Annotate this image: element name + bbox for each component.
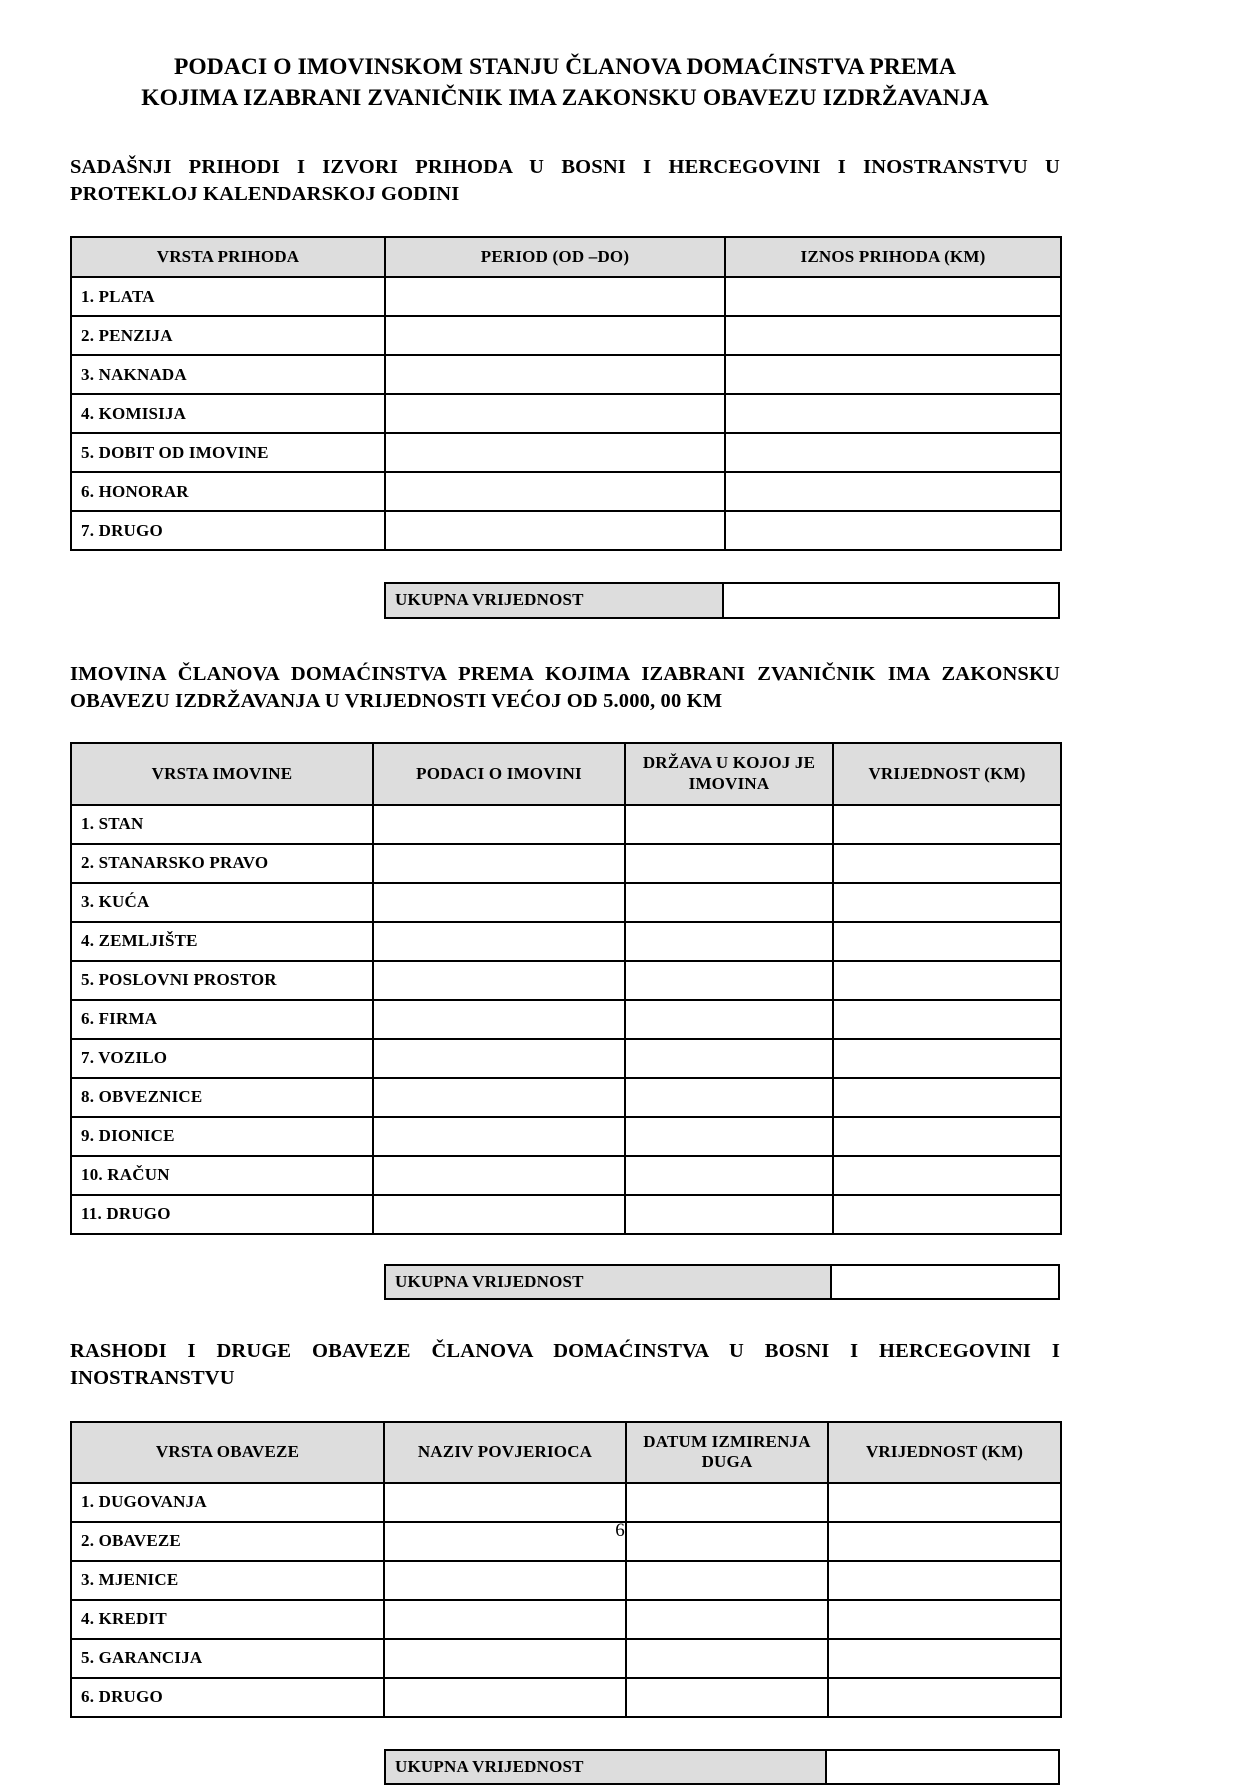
section-heading-property: IMOVINA ČLANOVA DOMAĆINSTVA PREMA KOJIMA IZABRANI ZVANIČNIK IMA ZAKONSKU OBAVEZU IZDRŽAVANJA U VRIJEDNOSTI VEĆOJ OD 5.000, 00 KM: [70, 662, 1060, 712]
table-row: [71, 1156, 1061, 1195]
input-cell-creditor[interactable]: [384, 1561, 626, 1600]
row-label: 2. PENZIJA: [71, 316, 385, 355]
row-label: 3. KUĆA: [71, 883, 373, 922]
input-cell-data[interactable]: [373, 961, 625, 1000]
input-cell-data[interactable]: [373, 1156, 625, 1195]
row-label: 3. MJENICE: [71, 1561, 384, 1600]
input-cell-data[interactable]: [373, 883, 625, 922]
total-value-input[interactable]: [832, 1264, 1060, 1300]
table-row: [71, 355, 1061, 394]
input-cell-data[interactable]: [373, 1117, 625, 1156]
column-header-property-data: PODACI O IMOVINI: [373, 743, 625, 804]
total-row-property: [384, 1264, 1060, 1300]
table-wrapper-liabilities: [70, 1421, 1060, 1718]
input-cell-country[interactable]: [625, 1156, 833, 1195]
table-row: [71, 1600, 1061, 1639]
input-cell-country[interactable]: [625, 1117, 833, 1156]
total-row-liabilities: [384, 1749, 1060, 1785]
table-header-row: [71, 743, 1061, 804]
table-wrapper-income: [70, 236, 1060, 552]
document-title: [70, 0, 1060, 114]
table-row: [71, 883, 1061, 922]
row-label: 1. STAN: [71, 805, 373, 844]
input-cell-value[interactable]: [828, 1483, 1061, 1522]
row-label: 1. PLATA: [71, 277, 385, 316]
table-row: [71, 1483, 1061, 1522]
input-cell-value[interactable]: [833, 1078, 1061, 1117]
total-label: UKUPNA VRIJEDNOST: [384, 582, 724, 618]
input-cell-country[interactable]: [625, 844, 833, 883]
column-header-obligation-type: VRSTA OBAVEZE: [71, 1422, 384, 1483]
input-cell-creditor[interactable]: [384, 1483, 626, 1522]
page-content: [70, 0, 1060, 1785]
row-label: 3. NAKNADA: [71, 355, 385, 394]
table-row: [71, 961, 1061, 1000]
document-title-line-1: PODACI O IMOVINSKOM STANJU ČLANOVA DOMAĆINSTVA PREMA: [173, 54, 957, 80]
input-cell-country[interactable]: [625, 1039, 833, 1078]
input-cell-amount[interactable]: [725, 511, 1061, 550]
input-cell-data[interactable]: [373, 1039, 625, 1078]
input-cell-period[interactable]: [385, 394, 725, 433]
table-row: [71, 433, 1061, 472]
row-label: 2. OBAVEZE: [71, 1522, 384, 1561]
column-header-income-period: PERIOD (OD –DO): [385, 237, 725, 278]
input-cell-amount[interactable]: [725, 316, 1061, 355]
input-cell-amount[interactable]: [725, 355, 1061, 394]
table-row: [71, 316, 1061, 355]
row-label: 4. KREDIT: [71, 1600, 384, 1639]
section-heading-liabilities: RASHODI I DRUGE OBAVEZE ČLANOVA DOMAĆINSTVA U BOSNI I HERCEGOVINI I INOSTRANSTVU: [70, 1340, 1060, 1390]
row-label: 5. DOBIT OD IMOVINE: [71, 433, 385, 472]
table-header-row: [71, 1422, 1061, 1483]
input-cell-amount[interactable]: [725, 277, 1061, 316]
input-cell-creditor[interactable]: [384, 1600, 626, 1639]
input-cell-country[interactable]: [625, 961, 833, 1000]
row-label: 4. KOMISIJA: [71, 394, 385, 433]
total-value-input[interactable]: [827, 1749, 1060, 1785]
input-cell-data[interactable]: [373, 1078, 625, 1117]
row-label: 7. DRUGO: [71, 511, 385, 550]
row-label: 6. FIRMA: [71, 1000, 373, 1039]
table-header-row: [71, 237, 1061, 278]
input-cell-country[interactable]: [625, 1195, 833, 1234]
row-label: 1. DUGOVANJA: [71, 1483, 384, 1522]
input-cell-date[interactable]: [626, 1600, 828, 1639]
total-row-income: [384, 582, 1060, 618]
input-cell-data[interactable]: [373, 1195, 625, 1234]
input-cell-period[interactable]: [385, 277, 725, 316]
input-cell-data[interactable]: [373, 805, 625, 844]
input-cell-value[interactable]: [833, 961, 1061, 1000]
row-label: 8. OBVEZNICE: [71, 1078, 373, 1117]
column-header-income-type: VRSTA PRIHODA: [71, 237, 385, 278]
table-row: [71, 1561, 1061, 1600]
table-liabilities: [70, 1421, 1062, 1718]
input-cell-amount[interactable]: [725, 394, 1061, 433]
input-cell-date[interactable]: [626, 1561, 828, 1600]
total-label: UKUPNA VRIJEDNOST: [384, 1749, 827, 1785]
input-cell-period[interactable]: [385, 316, 725, 355]
table-row: [71, 1195, 1061, 1234]
table-row: [71, 1078, 1061, 1117]
row-label: 2. STANARSKO PRAVO: [71, 844, 373, 883]
row-label: 5. GARANCIJA: [71, 1639, 384, 1678]
input-cell-value[interactable]: [833, 922, 1061, 961]
table-income: [70, 236, 1062, 552]
table-row: [71, 1117, 1061, 1156]
column-header-settlement-date: DATUM IZMIRENJA DUGA: [626, 1422, 828, 1483]
input-cell-date[interactable]: [626, 1639, 828, 1678]
input-cell-value[interactable]: [833, 1156, 1061, 1195]
table-row: [71, 805, 1061, 844]
table-row: [71, 1639, 1061, 1678]
row-label: 6. DRUGO: [71, 1678, 384, 1717]
table-row: [71, 1678, 1061, 1717]
column-header-property-value: VRIJEDNOST (KM): [833, 743, 1061, 804]
table-row: [71, 472, 1061, 511]
table-row: [71, 394, 1061, 433]
input-cell-value[interactable]: [828, 1639, 1061, 1678]
input-cell-period[interactable]: [385, 511, 725, 550]
input-cell-value[interactable]: [833, 805, 1061, 844]
input-cell-country[interactable]: [625, 805, 833, 844]
column-header-obligation-value: VRIJEDNOST (KM): [828, 1422, 1061, 1483]
input-cell-value[interactable]: [833, 844, 1061, 883]
input-cell-amount[interactable]: [725, 472, 1061, 511]
input-cell-value[interactable]: [833, 1000, 1061, 1039]
column-header-property-country: DRŽAVA U KOJOJ JE IMOVINA: [625, 743, 833, 804]
row-label: 11. DRUGO: [71, 1195, 373, 1234]
row-label: 4. ZEMLJIŠTE: [71, 922, 373, 961]
row-label: 5. POSLOVNI PROSTOR: [71, 961, 373, 1000]
table-row: [71, 511, 1061, 550]
row-label: 6. HONORAR: [71, 472, 385, 511]
input-cell-value[interactable]: [833, 883, 1061, 922]
table-property: [70, 742, 1062, 1234]
total-label: UKUPNA VRIJEDNOST: [384, 1264, 832, 1300]
input-cell-period[interactable]: [385, 355, 725, 394]
table-row: [71, 277, 1061, 316]
table-row: [71, 1039, 1061, 1078]
row-label: 10. RAČUN: [71, 1156, 373, 1195]
column-header-creditor-name: NAZIV POVJERIOCA: [384, 1422, 626, 1483]
input-cell-country[interactable]: [625, 883, 833, 922]
column-header-income-amount: IZNOS PRIHODA (KM): [725, 237, 1061, 278]
input-cell-value[interactable]: [833, 1039, 1061, 1078]
input-cell-country[interactable]: [625, 922, 833, 961]
document-title-line-2: KOJIMA IZABRANI ZVANIČNIK IMA ZAKONSKU OBAVEZU IZDRŽAVANJA: [141, 85, 989, 112]
input-cell-data[interactable]: [373, 922, 625, 961]
input-cell-value[interactable]: [828, 1561, 1061, 1600]
table-row: [71, 1000, 1061, 1039]
input-cell-value[interactable]: [828, 1600, 1061, 1639]
input-cell-amount[interactable]: [725, 433, 1061, 472]
column-header-property-type: VRSTA IMOVINE: [71, 743, 373, 804]
input-cell-period[interactable]: [385, 472, 725, 511]
input-cell-creditor[interactable]: [384, 1639, 626, 1678]
row-label: 7. VOZILO: [71, 1039, 373, 1078]
input-cell-creditor[interactable]: [384, 1678, 626, 1717]
input-cell-date[interactable]: [626, 1678, 828, 1717]
table-wrapper-property: [70, 742, 1060, 1234]
table-row: [71, 844, 1061, 883]
input-cell-value[interactable]: [833, 1117, 1061, 1156]
input-cell-country[interactable]: [625, 1078, 833, 1117]
section-heading-income: SADAŠNJI PRIHODI I IZVORI PRIHODA U BOSNI I HERCEGOVINI I INOSTRANSTVU U PROTEKLOJ KALENDARSKOJ GODINI: [70, 156, 1060, 206]
page-number: 6: [615, 1520, 625, 1541]
input-cell-value[interactable]: [833, 1195, 1061, 1234]
input-cell-date[interactable]: [626, 1483, 828, 1522]
total-value-input[interactable]: [724, 582, 1060, 618]
input-cell-country[interactable]: [625, 1000, 833, 1039]
row-label: 9. DIONICE: [71, 1117, 373, 1156]
table-row: [71, 922, 1061, 961]
input-cell-data[interactable]: [373, 844, 625, 883]
input-cell-data[interactable]: [373, 1000, 625, 1039]
input-cell-period[interactable]: [385, 433, 725, 472]
input-cell-value[interactable]: [828, 1678, 1061, 1717]
